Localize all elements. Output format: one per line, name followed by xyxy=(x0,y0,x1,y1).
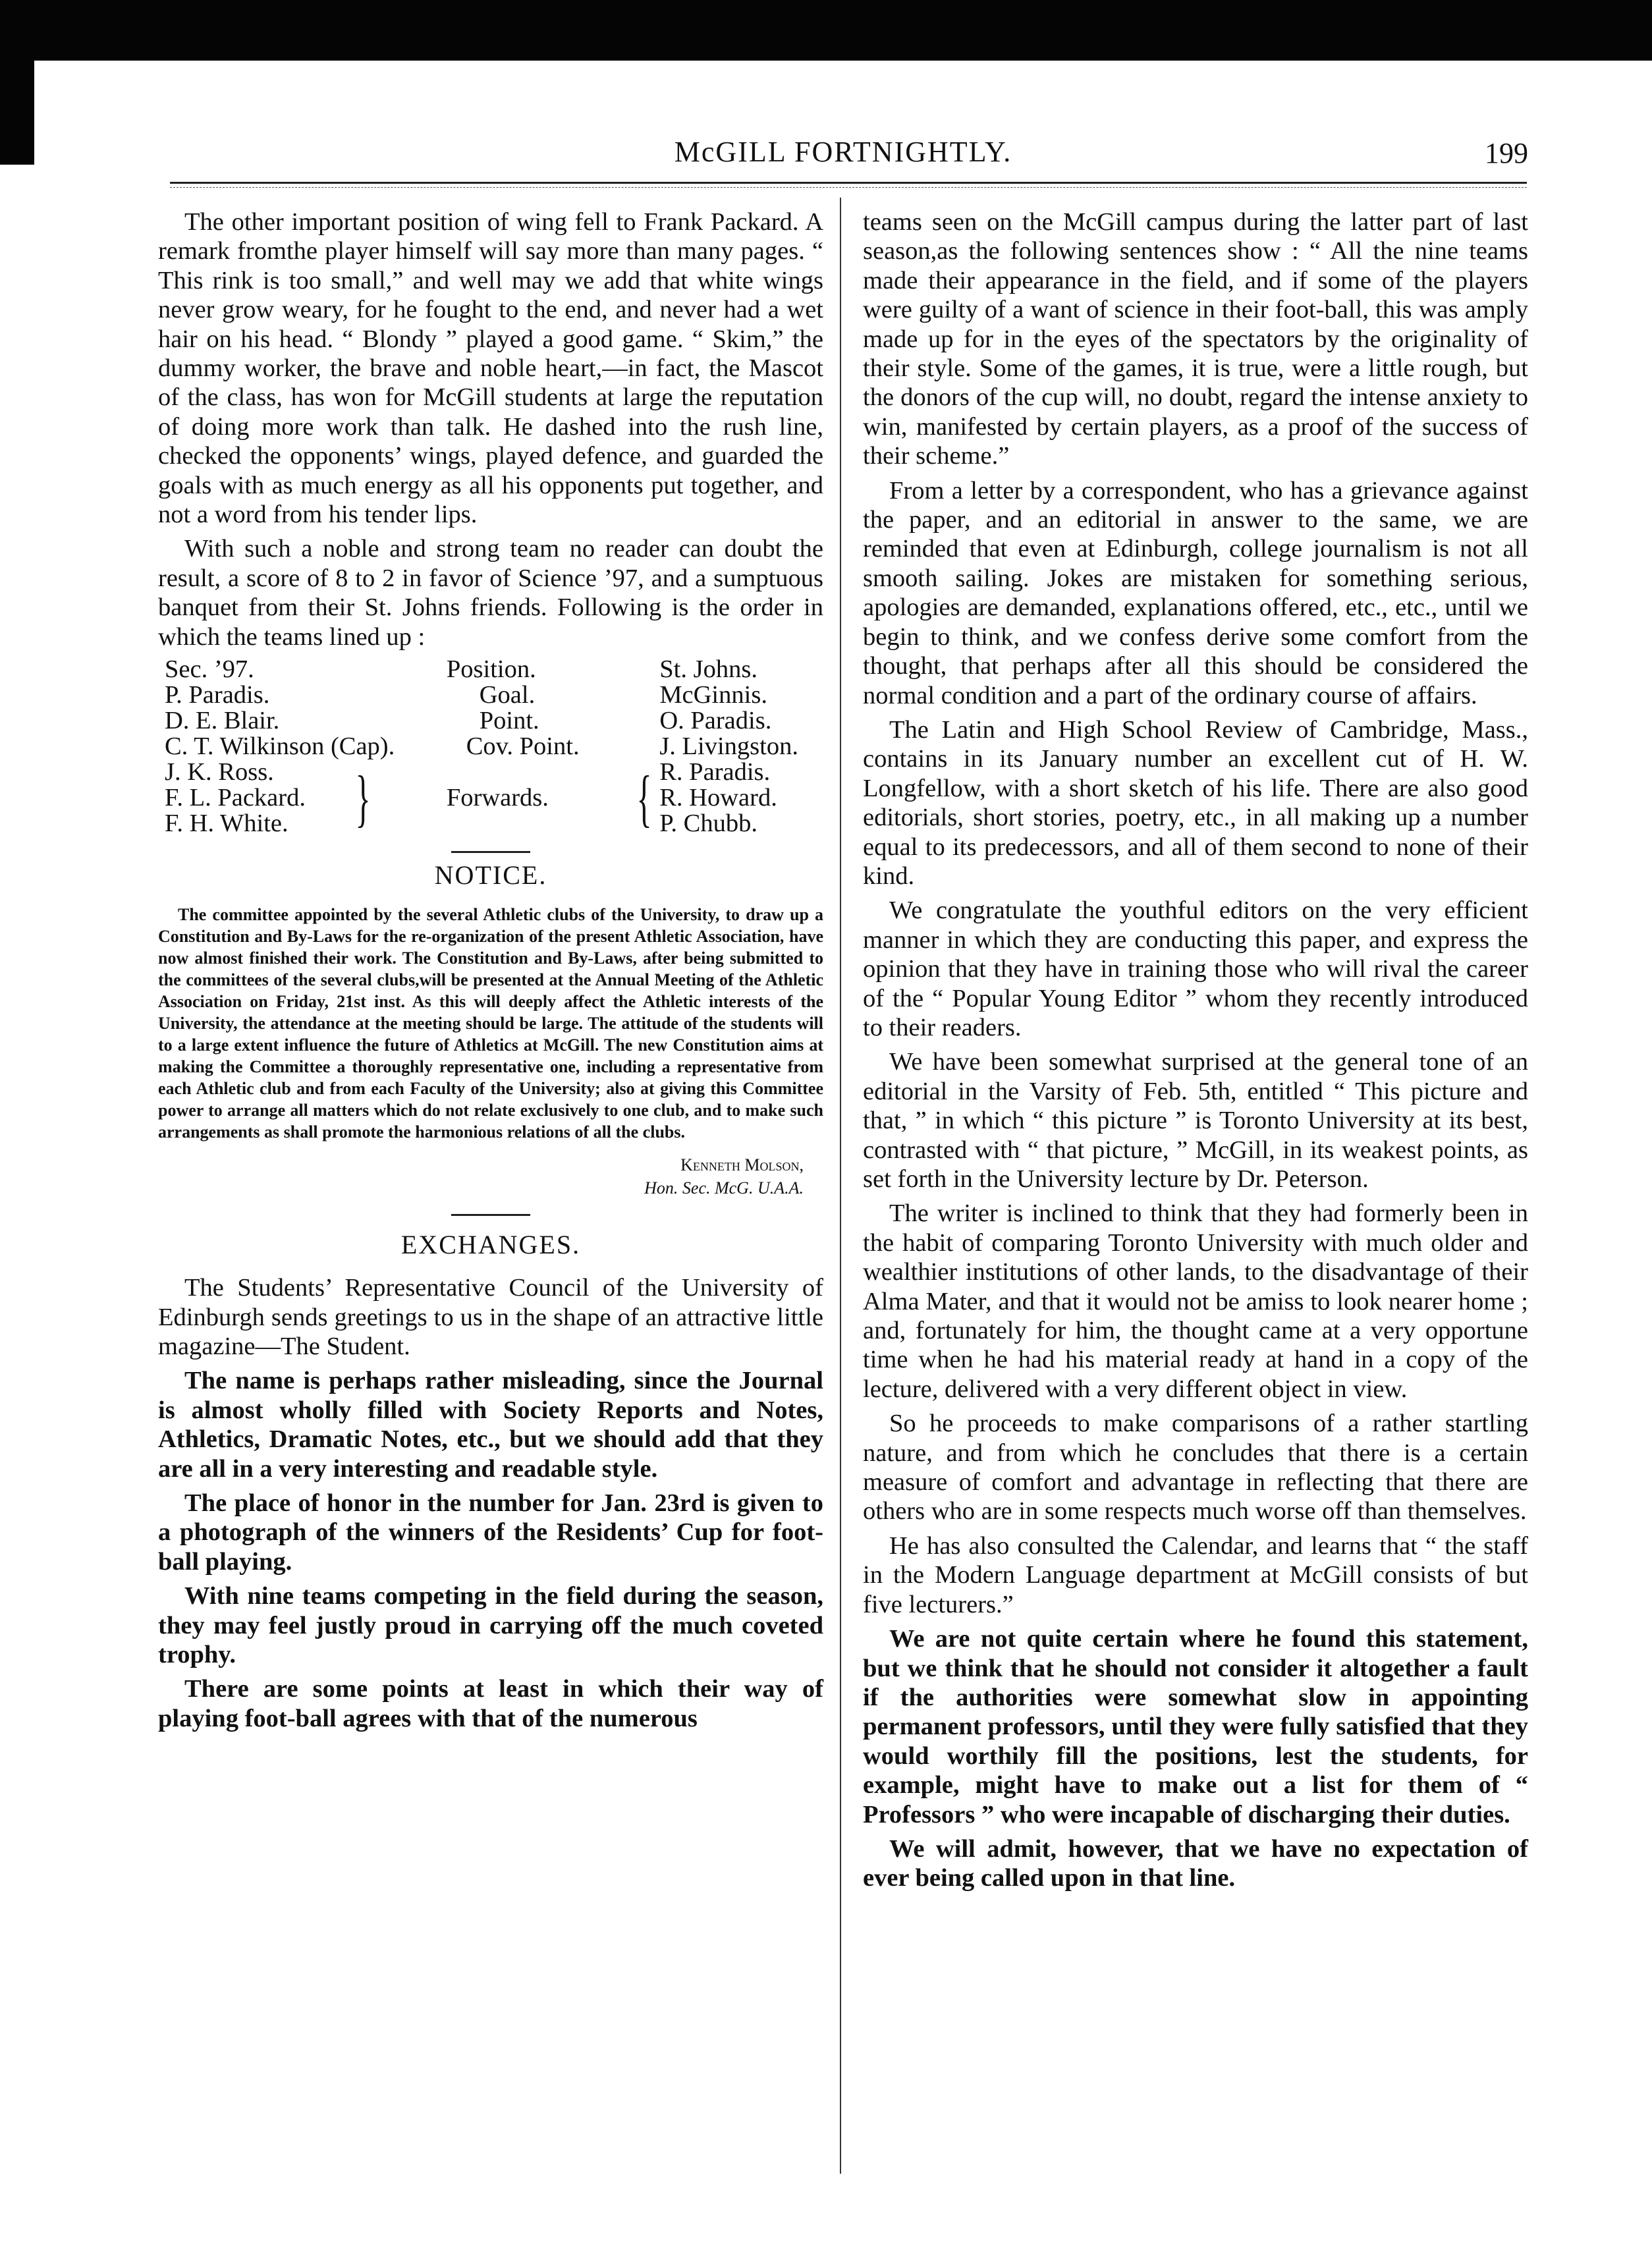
forwards-position xyxy=(355,759,659,837)
scan-edge-top xyxy=(0,0,1652,61)
paragraph: The writer is inclined to think that they had formerly been in the habit of comparing Toronto University with much older and wealthier institutions of other lands, to the disadvantage of their Alma Mater, and that it would not be amiss to look nearer home ; and, fortunately for him, the thought came at a very opportune time when he had his material ready at hand in a copy of the lecture, delivered with a very different object in view. xyxy=(863,1199,1528,1403)
paragraph: We have been somewhat surprised at the general tone of an editorial in the Varsity of Feb. 5th, entitled “ This picture and that, ” in which “ this picture ” is Toronto University at its best, contrasted with “ that picture, ” McGill, in its weakest points, as set forth in the University lecture by Dr. Peterson. xyxy=(863,1048,1528,1193)
paragraph: We congratulate the youthful editors on the very efficient manner in which they are conducting this paper, and express the opinion that they have in training those who will rival the career of the “ Popular Young Editor ” whom they recently introduced to their readers. xyxy=(863,896,1528,1041)
lineup-header-row xyxy=(165,657,823,682)
running-title: McGILL FORTNIGHTLY. xyxy=(674,136,1012,168)
paragraph: The name is perhaps rather misleading, since the Journal is almost wholly filled with Society Reports and Notes, Athletics, Dramatic Notes, etc., but we should add that they are all in a very interesting and readable style. xyxy=(158,1367,823,1483)
notice-title: NOTICE. xyxy=(434,860,547,891)
page-header xyxy=(158,135,1528,175)
notice-signature-title: Hon. Sec. McG. U.A.A. xyxy=(644,1178,804,1198)
paragraph: There are some points at least in which their way of playing foot-ball agrees with that of the numerous xyxy=(158,1675,823,1732)
lineup-cell: C. T. Wilkinson (Cap). xyxy=(165,732,395,761)
forwards-stjohns xyxy=(659,759,823,837)
brace-right-facing: } xyxy=(355,763,371,834)
paragraph: So he proceeds to make comparisons of a rather startling nature, and from which he concludes that there is a certain measure of comfort and advantage in reflecting that there are others who are in some respects much worse off than themselves. xyxy=(863,1410,1528,1526)
section-rule xyxy=(451,851,530,853)
brace-left-facing: { xyxy=(636,763,652,834)
lineup-cell: R. Howard. xyxy=(659,784,777,812)
lineup-cell: Goal. xyxy=(479,681,536,709)
paragraph: From a letter by a correspondent, who has a grievance against the paper, and an editorial in answer to the same, we are reminded that even at Edinburgh, college journalism is not all smooth sailing. Jokes are mistaken for something serious, apologies are demanded, explanations offered, etc., etc., until we begin to think, and we confess derive some comfort from the thought, that perhaps after all this should be considered the normal condition and a part of the ordinary course of affairs. xyxy=(863,476,1528,709)
lineup-header-sec97: Sec. ’97. xyxy=(165,655,254,684)
lineup-header-position: Position. xyxy=(446,655,536,684)
scan-edge-left xyxy=(0,0,34,165)
header-rule-dashed xyxy=(170,187,1527,188)
page-number: 199 xyxy=(1485,137,1528,169)
lineup-cell: D. E. Blair. xyxy=(165,707,280,735)
lineup-cell: O. Paradis. xyxy=(659,707,772,735)
paragraph: He has also consulted the Calendar, and learns that “ the staff in the Modern Language department at McGill consists of but five lecturers.” xyxy=(863,1531,1528,1618)
notice-body: The committee appointed by the several Athletic clubs of the University, to draw up a Constitution and By-Laws for the re-organization of the present Athletic Association, have now almost finished their work. The Constitution and By-Laws, after being submitted to the committees of the several clubs,will be presented at the Annual Meeting of the Athletic Association on Friday, 21st inst. As this will deeply affect the Athletic interests of the University, the attendance at the meeting should be large. The attitude of the students will to a large extent influence the future of Athletics at McGill. The new Constitution aims at making the Committee a thoroughly representative one, including a representative from each Athletic club and from each Faculty of the University; also at giving this Committee power to arrange all matters which do not relate exclusively to one club, and to make such arrangements as shall promote the harmonious relations of all the clubs. xyxy=(158,905,823,1142)
lineup-cell: F. H. White. xyxy=(165,810,289,838)
right-column xyxy=(863,207,1528,1898)
lineup-forwards-group xyxy=(165,759,823,837)
column-divider xyxy=(840,198,841,2174)
left-column xyxy=(158,207,823,1738)
lineup-cell: J. Livingston. xyxy=(659,732,798,761)
lineup-cell: McGinnis. xyxy=(659,681,767,709)
lineup-cell: F. L. Packard. xyxy=(165,784,306,812)
forwards-sec97 xyxy=(165,759,447,837)
paragraph: With such a noble and strong team no reader can doubt the result, a score of 8 to 2 in favor of Science ’97, and a sumptuous banquet from their St. Johns friends. Following is the order in which the teams lined up : xyxy=(158,535,823,651)
lineup-cell: P. Chubb. xyxy=(659,810,757,838)
lineup-cell: R. Paradis. xyxy=(659,758,771,786)
lineup-row xyxy=(165,734,823,759)
exchanges-title: EXCHANGES. xyxy=(400,1230,581,1260)
lineup-row xyxy=(165,708,823,734)
paragraph: The place of honor in the number for Jan. 23rd is given to a photograph of the winners of the Residents’ Cup for foot-ball playing. xyxy=(158,1489,823,1576)
lineup-cell: J. K. Ross. xyxy=(165,758,274,786)
lineup-header-stjohns: St. Johns. xyxy=(659,655,757,684)
paragraph: With nine teams competing in the field during the season, they may feel justly proud in carrying off the much coveted trophy. xyxy=(158,1582,823,1668)
paragraph: The Students’ Representative Council of the University of Edinburgh sends greetings to us in the shape of an attractive little magazine—The Student. xyxy=(158,1274,823,1360)
paragraph: The other important position of wing fell to Frank Packard. A remark fromthe player himself will say more than many pages. “ This rink is too small,” and well may we add that white wings never grow weary, for he fought to the end, and never had a wet hair on his head. “ Blondy ” played a good game. “ Skim,” the dummy worker, the brave and noble heart,—in fact, the Mascot of the class, has won for McGill students at large the reputation of doing more work than talk. He dashed into the rush line, checked the opponents’ wings, played defence, and guarded the goals with as much energy as all his opponents put together, and not a word from his tender lips. xyxy=(158,208,823,529)
paragraph: The Latin and High School Review of Cambridge, Mass., contains in its January number an excellent cut of H. W. Longfellow, with a short sketch of his life. There are also good editorials, short stories, poetry, etc., in all making up a number equal to its predecessors, and all of them second to none of their kind. xyxy=(863,715,1528,890)
lineup-cell: Cov. Point. xyxy=(466,732,580,761)
paragraph: We are not quite certain where he found this statement, but we think that he should not consider it altogether a fault if the authorities were somewhat slow in appointing permanent professors, until they were fully satisfied that they would worthily fill the positions, lest the students, for example, might have to make out a list for them of “ Professors ” who were incapable of discharging their duties. xyxy=(863,1625,1528,1829)
lineup-cell: P. Paradis. xyxy=(165,681,270,709)
lineup-cell: Forwards. xyxy=(446,784,549,812)
header-rule xyxy=(170,182,1527,184)
notice-signature: Kenneth Molson, xyxy=(680,1155,804,1175)
lineup-row xyxy=(165,682,823,708)
lineup-cell: Point. xyxy=(479,707,539,735)
team-lineup xyxy=(165,657,823,837)
paragraph: teams seen on the McGill campus during the latter part of last season,as the following sentences show : “ All the nine teams made their appearance in the field, and if some of the players were guilty of a want of science in their foot-ball, this was amply made up for in the eyes of the spectators by the originality of their style. Some of the games, it is true, were a little rough, but the donors of the cup will, no doubt, regard the intense anxiety to win, manifested by certain players, as a proof of the success of their scheme.” xyxy=(863,208,1528,470)
paragraph: We will admit, however, that we have no expectation of ever being called upon in that line. xyxy=(863,1834,1528,1892)
section-rule xyxy=(451,1214,530,1216)
